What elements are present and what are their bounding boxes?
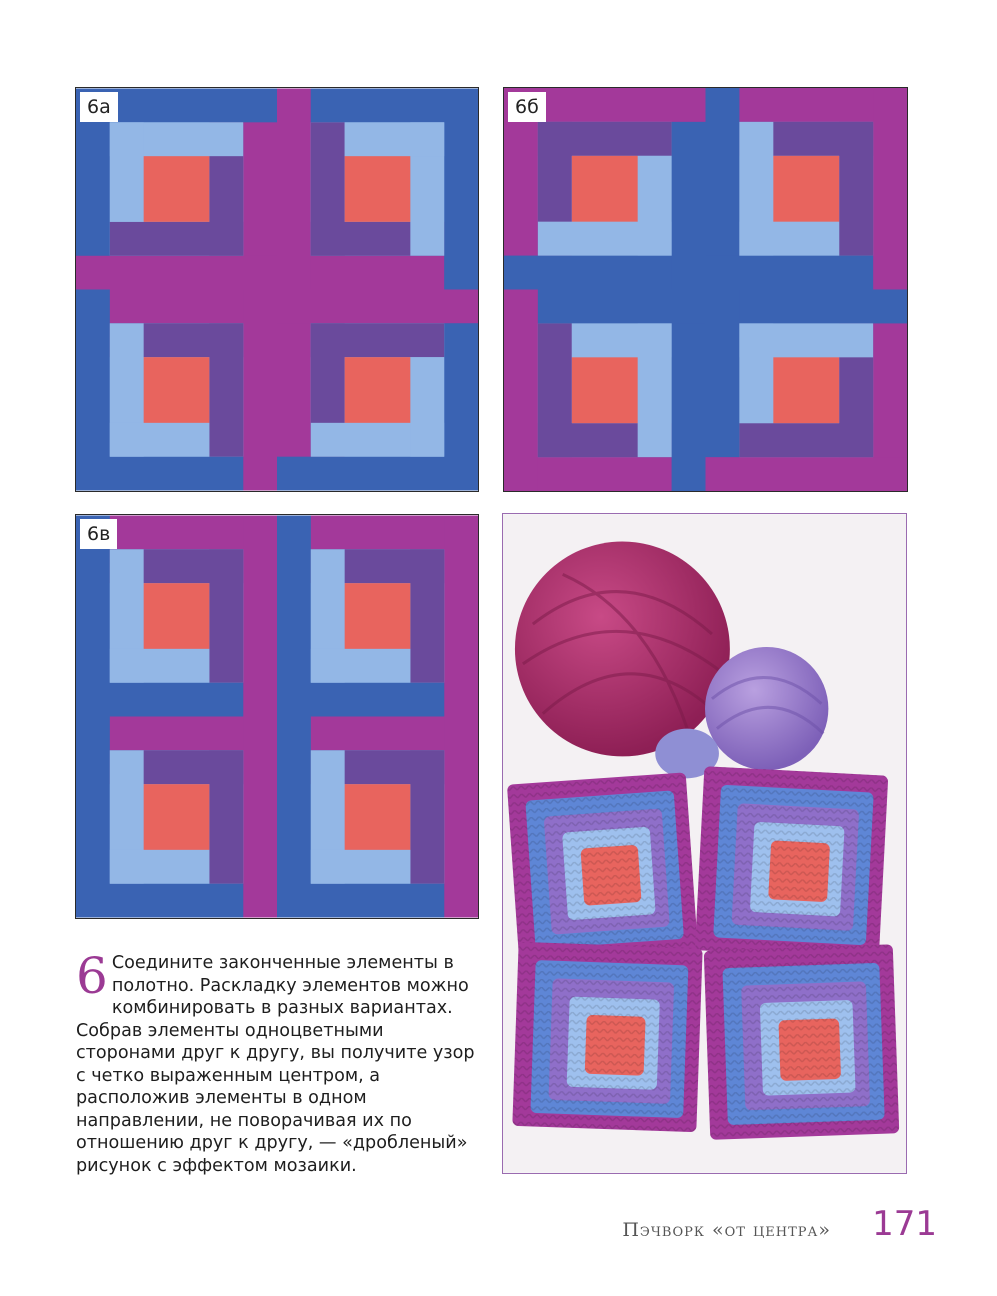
quilt-strip — [311, 649, 411, 683]
section-title: Пэчворк «от центра» — [622, 1219, 831, 1241]
quilt-strip — [410, 750, 444, 883]
quilt-strip — [209, 750, 243, 883]
diagram-6b-graphic — [504, 88, 907, 491]
knitted-square — [695, 766, 888, 959]
knit-texture — [768, 840, 830, 902]
diagram-6b — [503, 87, 908, 492]
quilt-strip — [144, 583, 210, 649]
quilt-strip — [538, 323, 572, 457]
quilt-strip — [706, 256, 874, 290]
quilt-strip — [839, 122, 873, 256]
quilt-strip — [773, 357, 839, 423]
log-cabin-block — [76, 717, 277, 918]
log-cabin-block — [277, 516, 478, 717]
log-cabin-block — [277, 89, 478, 290]
quilt-strip — [277, 89, 311, 290]
quilt-strip — [209, 323, 243, 456]
quilt-strip — [572, 323, 672, 357]
quilt-strip — [243, 516, 277, 717]
quilt-strip — [410, 549, 444, 682]
quilt-strip — [76, 683, 243, 717]
knitted-square — [704, 944, 900, 1140]
quilt-strip — [277, 683, 444, 717]
log-cabin-block — [706, 88, 908, 290]
quilt-strip — [345, 357, 411, 423]
quilt-strip — [739, 222, 839, 256]
quilt-strip — [311, 850, 411, 884]
quilt-strip — [538, 122, 672, 156]
quilt-strip — [410, 357, 444, 457]
quilt-strip — [444, 516, 478, 717]
quilt-strip — [873, 88, 907, 290]
magenta-yarn-ball — [515, 541, 730, 756]
diagram-6a-graphic — [76, 88, 478, 491]
quilt-strip — [773, 156, 839, 222]
quilt-strip — [110, 122, 144, 222]
quilt-strip — [444, 717, 478, 918]
knitted-square — [507, 772, 698, 963]
quilt-strip — [739, 323, 773, 423]
page-number: 171 — [872, 1204, 937, 1244]
quilt-strip — [209, 549, 243, 682]
quilt-strip — [110, 423, 210, 457]
quilt-strip — [144, 357, 210, 423]
quilt-strip — [345, 156, 411, 222]
diagram-6a-label: 6а — [80, 92, 118, 122]
quilt-strip — [110, 649, 210, 683]
quilt-strip — [76, 457, 243, 491]
quilt-strip — [706, 290, 740, 458]
quilt-strip — [144, 784, 210, 850]
knitted-square — [512, 942, 702, 1132]
log-cabin-block — [76, 290, 277, 491]
quilt-strip — [739, 423, 873, 457]
quilt-strip — [538, 290, 706, 324]
quilt-strip — [638, 156, 672, 256]
knit-texture — [778, 1018, 841, 1081]
quilt-strip — [345, 784, 411, 850]
quilt-strip — [672, 122, 706, 290]
step-text: Соедините законченные элементы в полотно. Раскладку элементов можно комбинировать в разных вариантах. Собрав элементы одноцветными сторонами друг к другу, вы получите узор с четко выраженным центром, а расположив элементы в одном направлении, не поворачивая их по отношению друг к другу, — «дробленый» рисунок с эффектом мозаики. — [76, 953, 475, 1176]
quilt-strip — [110, 222, 243, 256]
quilt-strip — [444, 323, 478, 490]
quilt-strip — [144, 156, 210, 222]
quilt-strip — [311, 122, 345, 255]
quilt-strip — [277, 884, 444, 918]
quilt-strip — [311, 89, 478, 123]
step-6-description — [76, 947, 481, 1177]
quilt-strip — [110, 850, 210, 884]
quilt-strip — [572, 357, 638, 423]
quilt-strip — [311, 323, 444, 357]
quilt-strip — [572, 156, 638, 222]
quilt-strip — [277, 290, 478, 324]
log-cabin-block — [504, 290, 706, 492]
quilt-strip — [76, 256, 277, 290]
diagram-6b-label: 6б — [508, 92, 546, 122]
diagram-6v-graphic — [76, 515, 478, 918]
quilt-strip — [504, 290, 538, 492]
knitted-patchwork-illustration — [503, 514, 906, 1173]
knit-texture — [580, 845, 641, 906]
knit-texture — [585, 1015, 646, 1076]
diagram-6v — [75, 514, 479, 919]
quilt-strip — [345, 122, 445, 156]
quilt-strip — [76, 884, 243, 918]
quilt-strip — [345, 583, 411, 649]
knitted-patchwork-photo — [502, 513, 907, 1174]
log-cabin-block — [277, 717, 478, 918]
quilt-strip — [706, 457, 908, 491]
log-cabin-block — [706, 290, 908, 492]
step-number: 6 — [76, 947, 108, 1005]
quilt-strip — [243, 717, 277, 918]
log-cabin-block — [277, 290, 478, 491]
diagram-6a — [75, 87, 479, 492]
diagram-6v-label: 6в — [80, 519, 117, 549]
quilt-strip — [243, 290, 277, 491]
